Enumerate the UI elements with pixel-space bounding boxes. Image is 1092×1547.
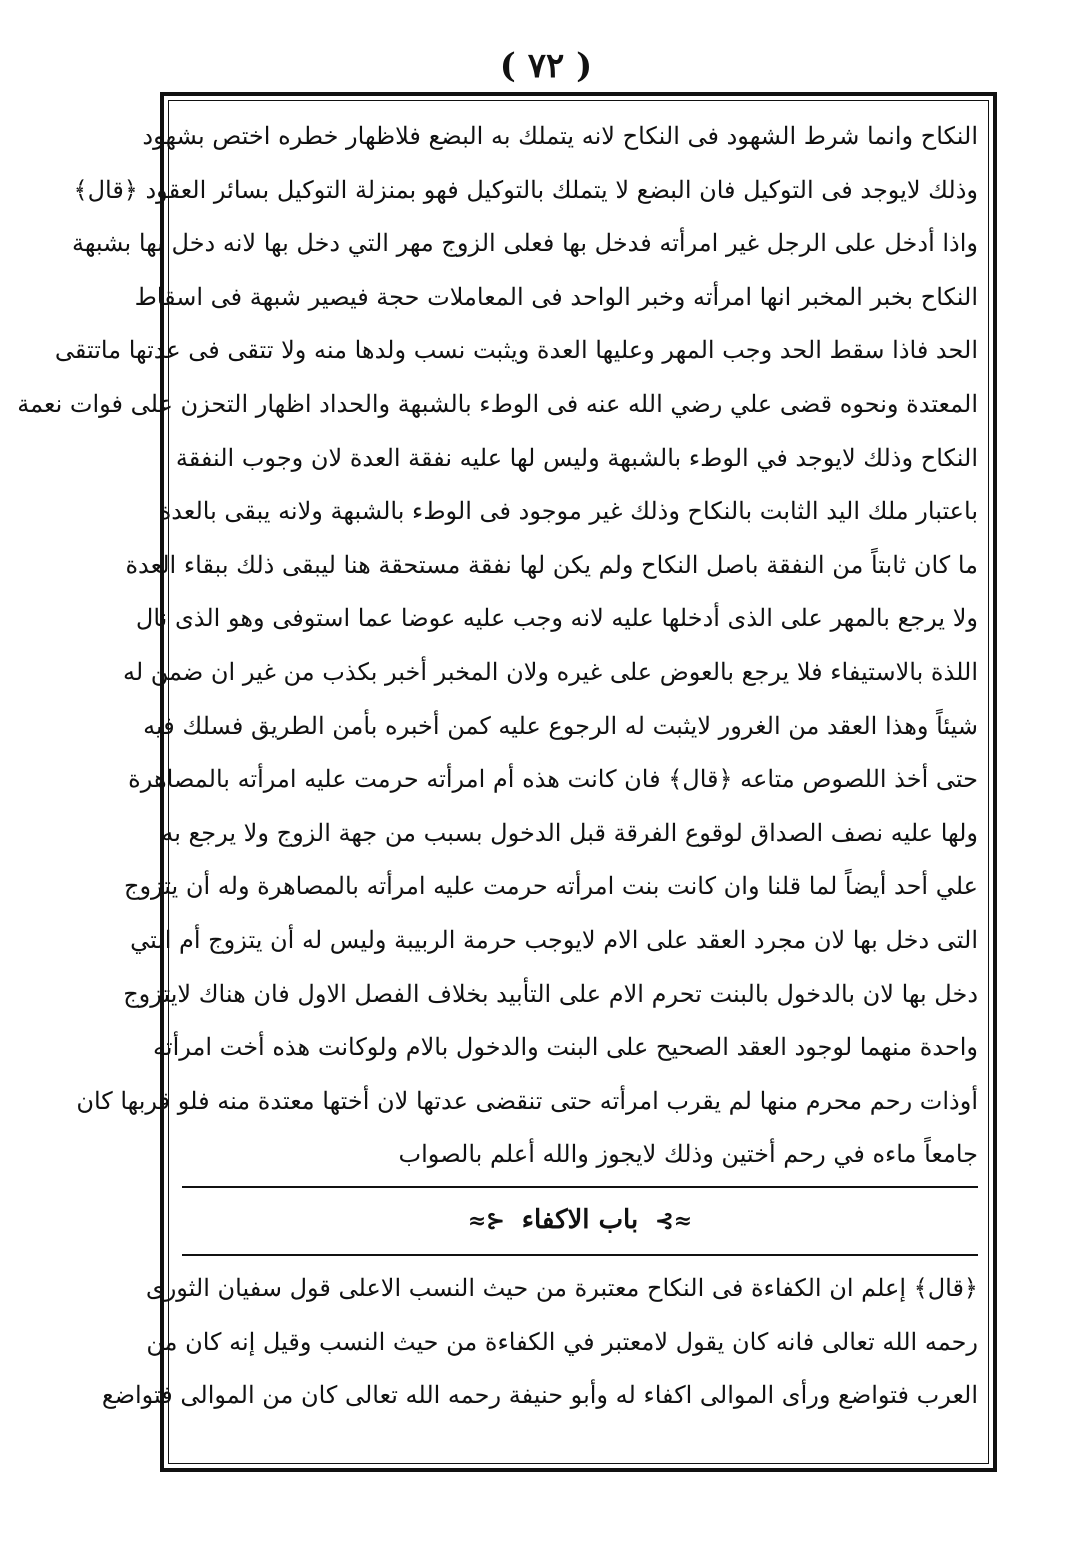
text-line: النكاح بخبر المخبر انها امرأته وخبر الواحد فى المعاملات حجة فيصير شبهة فى اسقاط — [134, 282, 978, 311]
page-number: ( ٧٢ ) — [499, 46, 593, 86]
text-line: علي أحد أيضاً لما قلنا وان كانت بنت امرأته حرمت عليه امرأته بالمصاهرة وله أن يتزوج — [123, 872, 978, 901]
text-line: دخل بها لان بالدخول بالبنت تحرم الام على التأبيد بخلاف الفصل الاول فان هناك لايتزوج — [123, 979, 978, 1008]
kifaa-text-block — [101, 1262, 978, 1423]
text-line: حتى أخذ اللصوص متاعه ﴿قال﴾ فان كانت هذه أم امرأته حرمت عليه امرأته بالمصاهرة — [128, 765, 978, 794]
divider-bottom — [182, 1254, 978, 1256]
text-line: النكاح وانما شرط الشهود فى النكاح لانه يتملك به البضع فلاظهار خطره اختص بشهود — [142, 122, 978, 150]
text-line: أوذات رحم محرم منها لم يقرب امرأته حتى تنقضى عدتها لان أختها معتدة منه فلو قربها كان — [76, 1086, 978, 1115]
text-line: شيئاً وهذا العقد من الغرور لايثبت له الرجوع عليه كمن أخبره بأمن الطريق فسلك فيه — [143, 711, 978, 740]
text-line: وذلك لايوجد فى التوكيل فان البضع لا يتملك بالتوكيل فهو بمنزلة التوكيل بسائر العقود ﴿قال﴾ — [73, 175, 978, 204]
text-line: اللذة بالاستيفاء فلا يرجع بالعوض على غيره ولان المخبر أخبر بكذب من غير ان ضمن له — [122, 657, 978, 686]
text-line: واذا أدخل على الرجل غير امرأته فدخل بها فعلى الزوج مهر التي دخل بها لانه دخل بها بشبهة — [71, 229, 978, 258]
text-line: العرب فتواضع ورأى الموالى اكفاء له وأبو حنيفة رحمه الله تعالى كان من الموالى فتواضع — [101, 1381, 978, 1410]
ornament-left-icon: ⊰≈ — [467, 1208, 505, 1234]
text-line: المعتدة ونحوه قضى علي رضي الله عنه فى الوطء بالشبهة والحداد اظهار التحزن على فوات نعمة — [17, 389, 978, 418]
text-line: ولها عليه نصف الصداق لوقوع الفرقة قبل الدخول بسبب من جهة الزوج ولا يرجع به — [161, 818, 978, 847]
section-title: باب الاكفاء — [521, 1205, 639, 1235]
text-line: ما كان ثابتاً من النفقة باصل النكاح ولم يكن لها نفقة مستحقة هنا ليبقى ذلك ببقاء العدة — [125, 550, 978, 579]
ornament-right-icon: ≈⊱ — [655, 1208, 693, 1234]
text-line: واحدة منهما لوجود العقد الصحيح على البنت والدخول بالام ولوكانت هذه أخت امرأته — [153, 1033, 978, 1062]
text-line: الحد فاذا سقط الحد وجب المهر وعليها العدة ويثبت نسب ولدها منه ولا تتقى فى عدتها ماتتقى — [54, 336, 978, 365]
section-heading — [182, 1196, 978, 1244]
main-text-block — [17, 110, 978, 1182]
text-line: التى دخل بها لان مجرد العقد على الام لايوجب حرمة الربيبة وليس له أن يتزوج أم التي — [130, 925, 978, 954]
text-line: ﴿قال﴾ إعلم ان الكفاءة فى النكاح معتبرة من حيث النسب الاعلى قول سفيان الثورى — [145, 1274, 978, 1302]
divider-top — [182, 1186, 978, 1188]
text-line-last: جامعاً ماءه في رحم أختين وذلك لايجوز والله أعلم بالصواب — [398, 1140, 978, 1169]
text-line: رحمه الله تعالى فانه كان يقول لامعتبر في الكفاءة من حيث النسب وقيل إنه كان من — [146, 1327, 978, 1356]
text-line: النكاح وذلك لايوجد في الوطء بالشبهة وليس لها عليه نفقة العدة لان وجوب النفقة — [175, 443, 978, 472]
text-line: ولا يرجع بالمهر على الذى أدخلها عليه لانه وجب عليه عوضا عما استوفى وهو الذى نال — [135, 604, 978, 633]
text-line: باعتبار ملك اليد الثابت بالنكاح وذلك غير موجود فى الوطء بالشبهة ولانه يبقى بالعدة — [158, 497, 978, 526]
